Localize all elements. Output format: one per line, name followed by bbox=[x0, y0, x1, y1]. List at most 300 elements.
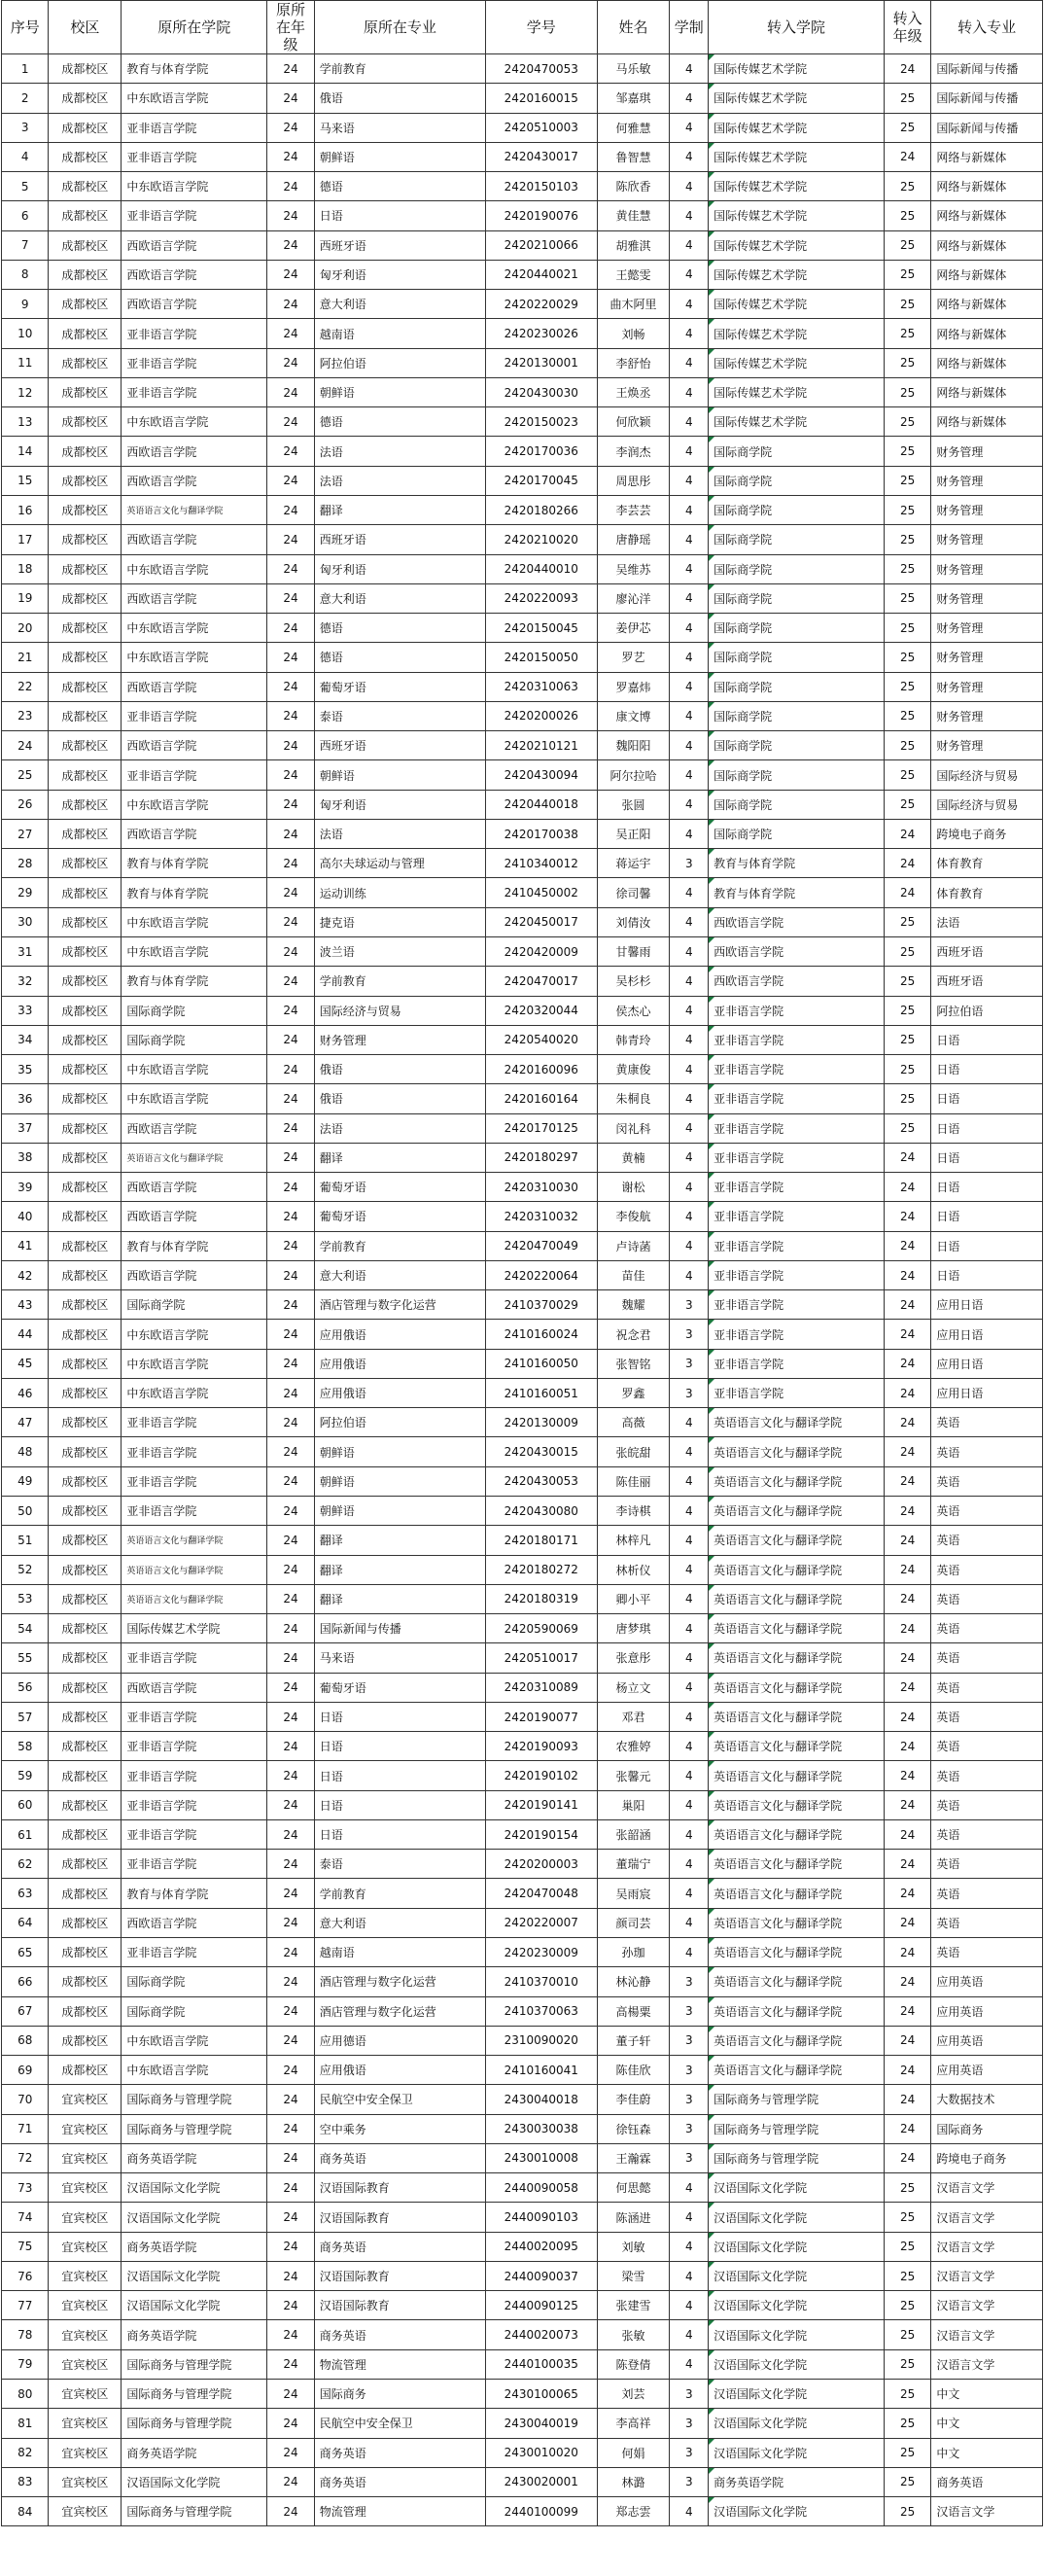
cell-orig-grade: 24 bbox=[267, 614, 314, 643]
cell-orig-grade: 24 bbox=[267, 1378, 314, 1407]
table-row bbox=[2, 1231, 1043, 1260]
cell-new-grade: 25 bbox=[884, 1055, 930, 1084]
cell-duration: 4 bbox=[670, 2320, 709, 2349]
cell-campus: 成都校区 bbox=[49, 760, 122, 790]
cell-index: 30 bbox=[2, 907, 49, 936]
table-row bbox=[2, 2438, 1043, 2467]
table-row bbox=[2, 1938, 1043, 1967]
cell-campus: 成都校区 bbox=[49, 1143, 122, 1172]
table-row bbox=[2, 2056, 1043, 2085]
cell-new-college: 亚非语言学院 bbox=[709, 1173, 885, 1202]
cell-orig-major: 西班牙语 bbox=[314, 525, 485, 554]
cell-new-college: 西欧语言学院 bbox=[709, 967, 885, 996]
cell-new-college: 英语语言文化与翻译学院 bbox=[709, 1497, 885, 1526]
cell-index: 73 bbox=[2, 2173, 49, 2203]
cell-campus: 成都校区 bbox=[49, 790, 122, 819]
table-row bbox=[2, 201, 1043, 230]
table-row bbox=[2, 1790, 1043, 1819]
cell-campus: 成都校区 bbox=[49, 996, 122, 1025]
cell-new-major: 财务管理 bbox=[931, 672, 1043, 701]
cell-index: 36 bbox=[2, 1084, 49, 1113]
cell-new-major: 中文 bbox=[931, 2379, 1043, 2408]
cell-orig-grade: 24 bbox=[267, 290, 314, 319]
cell-student-id: 2420200003 bbox=[485, 1850, 597, 1879]
cell-orig-grade: 24 bbox=[267, 672, 314, 701]
cell-new-grade: 24 bbox=[884, 2085, 930, 2114]
table-row bbox=[2, 348, 1043, 377]
cell-new-college: 国际商务与管理学院 bbox=[709, 2114, 885, 2143]
cell-campus: 成都校区 bbox=[49, 407, 122, 437]
cell-new-major: 国际商务 bbox=[931, 2114, 1043, 2143]
cell-new-grade: 24 bbox=[884, 1466, 930, 1496]
cell-campus: 成都校区 bbox=[49, 2026, 122, 2055]
cell-name: 康文博 bbox=[597, 701, 670, 730]
table-row bbox=[2, 614, 1043, 643]
cell-duration: 4 bbox=[670, 1526, 709, 1555]
cell-orig-grade: 24 bbox=[267, 967, 314, 996]
cell-new-grade: 25 bbox=[884, 2379, 930, 2408]
cell-index: 31 bbox=[2, 936, 49, 966]
cell-new-major: 应用英语 bbox=[931, 2056, 1043, 2085]
cell-new-grade: 25 bbox=[884, 201, 930, 230]
cell-orig-grade: 24 bbox=[267, 2026, 314, 2055]
cell-orig-grade: 24 bbox=[267, 495, 314, 524]
transfer-student-table bbox=[1, 0, 1043, 2526]
table-row bbox=[2, 1437, 1043, 1466]
cell-new-grade: 25 bbox=[884, 319, 930, 348]
cell-name: 王焕丞 bbox=[597, 377, 670, 406]
cell-duration: 4 bbox=[670, 2232, 709, 2261]
cell-student-id: 2420440021 bbox=[485, 260, 597, 289]
cell-campus: 宜宾校区 bbox=[49, 2173, 122, 2203]
cell-orig-grade: 24 bbox=[267, 1614, 314, 1643]
cell-name: 吴维苏 bbox=[597, 554, 670, 583]
cell-new-college: 国际传媒艺术学院 bbox=[709, 201, 885, 230]
cell-orig-college: 国际商学院 bbox=[122, 1996, 267, 2026]
cell-orig-major: 民航空中安全保卫 bbox=[314, 2409, 485, 2438]
cell-student-id: 2420170045 bbox=[485, 466, 597, 495]
cell-campus: 成都校区 bbox=[49, 54, 122, 84]
cell-index: 58 bbox=[2, 1732, 49, 1761]
cell-index: 14 bbox=[2, 437, 49, 466]
cell-duration: 4 bbox=[670, 1408, 709, 1437]
cell-orig-major: 物流管理 bbox=[314, 2497, 485, 2526]
cell-orig-college: 国际商学院 bbox=[122, 1290, 267, 1320]
cell-new-major: 网络与新媒体 bbox=[931, 172, 1043, 201]
cell-orig-major: 法语 bbox=[314, 437, 485, 466]
table-row bbox=[2, 1025, 1043, 1054]
cell-student-id: 2420310030 bbox=[485, 1173, 597, 1202]
cell-campus: 成都校区 bbox=[49, 583, 122, 613]
cell-new-grade: 24 bbox=[884, 1643, 930, 1673]
table-row bbox=[2, 2320, 1043, 2349]
cell-orig-grade: 24 bbox=[267, 2467, 314, 2496]
cell-orig-college: 英语语言文化与翻译学院 bbox=[122, 1143, 267, 1172]
cell-orig-major: 西班牙语 bbox=[314, 731, 485, 760]
cell-campus: 宜宾校区 bbox=[49, 2409, 122, 2438]
cell-new-college: 汉语国际文化学院 bbox=[709, 2438, 885, 2467]
cell-new-major: 体育教育 bbox=[931, 878, 1043, 907]
cell-orig-college: 国际商务与管理学院 bbox=[122, 2114, 267, 2143]
col-header-index: 序号 bbox=[2, 1, 49, 54]
cell-orig-major: 应用俄语 bbox=[314, 1349, 485, 1378]
table-row bbox=[2, 2085, 1043, 2114]
cell-duration: 4 bbox=[670, 1908, 709, 1937]
cell-duration: 4 bbox=[670, 54, 709, 84]
cell-new-college: 亚非语言学院 bbox=[709, 1260, 885, 1289]
cell-index: 48 bbox=[2, 1437, 49, 1466]
cell-orig-grade: 24 bbox=[267, 172, 314, 201]
cell-campus: 成都校区 bbox=[49, 1790, 122, 1819]
cell-duration: 4 bbox=[670, 2261, 709, 2290]
cell-new-major: 日语 bbox=[931, 1231, 1043, 1260]
cell-duration: 4 bbox=[670, 1819, 709, 1849]
cell-orig-grade: 24 bbox=[267, 1202, 314, 1231]
cell-orig-major: 日语 bbox=[314, 1732, 485, 1761]
cell-orig-college: 教育与体育学院 bbox=[122, 54, 267, 84]
cell-orig-major: 德语 bbox=[314, 407, 485, 437]
cell-student-id: 2440090058 bbox=[485, 2173, 597, 2203]
cell-orig-major: 意大利语 bbox=[314, 1260, 485, 1289]
cell-index: 59 bbox=[2, 1761, 49, 1790]
cell-new-college: 国际商学院 bbox=[709, 731, 885, 760]
cell-campus: 成都校区 bbox=[49, 1702, 122, 1731]
cell-new-grade: 24 bbox=[884, 1584, 930, 1613]
cell-orig-college: 亚非语言学院 bbox=[122, 348, 267, 377]
cell-duration: 4 bbox=[670, 1555, 709, 1584]
cell-index: 49 bbox=[2, 1466, 49, 1496]
cell-orig-college: 西欧语言学院 bbox=[122, 1202, 267, 1231]
cell-duration: 4 bbox=[670, 701, 709, 730]
cell-new-major: 日语 bbox=[931, 1055, 1043, 1084]
cell-student-id: 2420310032 bbox=[485, 1202, 597, 1231]
cell-index: 63 bbox=[2, 1879, 49, 1908]
cell-campus: 成都校区 bbox=[49, 84, 122, 113]
cell-index: 10 bbox=[2, 319, 49, 348]
cell-orig-major: 应用俄语 bbox=[314, 1378, 485, 1407]
cell-index: 64 bbox=[2, 1908, 49, 1937]
cell-student-id: 2440090037 bbox=[485, 2261, 597, 2290]
cell-new-grade: 24 bbox=[884, 1908, 930, 1937]
cell-orig-major: 学前教育 bbox=[314, 1879, 485, 1908]
cell-new-college: 国际传媒艺术学院 bbox=[709, 260, 885, 289]
table-row bbox=[2, 1850, 1043, 1879]
cell-student-id: 2420180272 bbox=[485, 1555, 597, 1584]
cell-name: 胡雅淇 bbox=[597, 230, 670, 260]
cell-name: 祝念君 bbox=[597, 1320, 670, 1349]
cell-new-major: 国际经济与贸易 bbox=[931, 760, 1043, 790]
cell-campus: 成都校区 bbox=[49, 1084, 122, 1113]
cell-orig-grade: 24 bbox=[267, 2143, 314, 2172]
cell-student-id: 2430010020 bbox=[485, 2438, 597, 2467]
cell-name: 张圆 bbox=[597, 790, 670, 819]
cell-new-college: 西欧语言学院 bbox=[709, 907, 885, 936]
cell-new-college: 亚非语言学院 bbox=[709, 1320, 885, 1349]
cell-campus: 成都校区 bbox=[49, 1055, 122, 1084]
table-row bbox=[2, 2203, 1043, 2232]
cell-student-id: 2420430030 bbox=[485, 377, 597, 406]
cell-index: 41 bbox=[2, 1231, 49, 1260]
cell-student-id: 2410340012 bbox=[485, 849, 597, 878]
cell-index: 23 bbox=[2, 701, 49, 730]
cell-student-id: 2410450002 bbox=[485, 878, 597, 907]
cell-student-id: 2410370063 bbox=[485, 1996, 597, 2026]
cell-duration: 3 bbox=[670, 2114, 709, 2143]
cell-orig-college: 中东欧语言学院 bbox=[122, 643, 267, 672]
cell-orig-major: 物流管理 bbox=[314, 2349, 485, 2379]
cell-campus: 宜宾校区 bbox=[49, 2203, 122, 2232]
cell-new-grade: 25 bbox=[884, 2261, 930, 2290]
cell-orig-grade: 24 bbox=[267, 936, 314, 966]
cell-orig-college: 中东欧语言学院 bbox=[122, 1055, 267, 1084]
table-row bbox=[2, 290, 1043, 319]
cell-orig-grade: 24 bbox=[267, 2261, 314, 2290]
cell-orig-college: 亚非语言学院 bbox=[122, 1643, 267, 1673]
cell-new-college: 国际传媒艺术学院 bbox=[709, 377, 885, 406]
table-row bbox=[2, 2291, 1043, 2320]
cell-orig-major: 汉语国际教育 bbox=[314, 2203, 485, 2232]
cell-index: 66 bbox=[2, 1967, 49, 1996]
cell-student-id: 2430010008 bbox=[485, 2143, 597, 2172]
cell-student-id: 2420150050 bbox=[485, 643, 597, 672]
cell-new-major: 应用日语 bbox=[931, 1378, 1043, 1407]
cell-orig-major: 德语 bbox=[314, 172, 485, 201]
cell-name: 邹嘉琪 bbox=[597, 84, 670, 113]
cell-new-grade: 24 bbox=[884, 54, 930, 84]
cell-campus: 成都校区 bbox=[49, 819, 122, 848]
cell-name: 鲁智慧 bbox=[597, 142, 670, 171]
cell-duration: 4 bbox=[670, 290, 709, 319]
cell-new-grade: 24 bbox=[884, 1673, 930, 1702]
table-row bbox=[2, 1173, 1043, 1202]
cell-index: 26 bbox=[2, 790, 49, 819]
cell-orig-college: 汉语国际文化学院 bbox=[122, 2203, 267, 2232]
cell-new-college: 国际商学院 bbox=[709, 554, 885, 583]
cell-orig-major: 意大利语 bbox=[314, 1908, 485, 1937]
cell-new-college: 汉语国际文化学院 bbox=[709, 2497, 885, 2526]
cell-new-major: 应用日语 bbox=[931, 1320, 1043, 1349]
cell-student-id: 2420190093 bbox=[485, 1732, 597, 1761]
cell-campus: 成都校区 bbox=[49, 1643, 122, 1673]
cell-name: 颜司芸 bbox=[597, 1908, 670, 1937]
cell-index: 21 bbox=[2, 643, 49, 672]
cell-duration: 4 bbox=[670, 407, 709, 437]
cell-orig-college: 亚非语言学院 bbox=[122, 1938, 267, 1967]
cell-orig-grade: 24 bbox=[267, 1526, 314, 1555]
cell-orig-grade: 24 bbox=[267, 790, 314, 819]
cell-duration: 3 bbox=[670, 1996, 709, 2026]
cell-orig-grade: 24 bbox=[267, 2379, 314, 2408]
cell-new-major: 汉语言文学 bbox=[931, 2349, 1043, 2379]
cell-orig-college: 亚非语言学院 bbox=[122, 1437, 267, 1466]
table-row bbox=[2, 2026, 1043, 2055]
cell-name: 何娟 bbox=[597, 2438, 670, 2467]
table-row bbox=[2, 54, 1043, 84]
cell-orig-college: 商务英语学院 bbox=[122, 2143, 267, 2172]
cell-index: 16 bbox=[2, 495, 49, 524]
cell-student-id: 2420590069 bbox=[485, 1614, 597, 1643]
table-row bbox=[2, 1378, 1043, 1407]
cell-new-college: 国际商学院 bbox=[709, 583, 885, 613]
cell-orig-college: 汉语国际文化学院 bbox=[122, 2467, 267, 2496]
cell-index: 80 bbox=[2, 2379, 49, 2408]
cell-new-major: 日语 bbox=[931, 1113, 1043, 1143]
cell-duration: 4 bbox=[670, 1879, 709, 1908]
cell-new-major: 英语 bbox=[931, 1819, 1043, 1849]
cell-index: 71 bbox=[2, 2114, 49, 2143]
cell-name: 陈涵进 bbox=[597, 2203, 670, 2232]
cell-student-id: 2420470053 bbox=[485, 54, 597, 84]
cell-index: 65 bbox=[2, 1938, 49, 1967]
col-header-orig-college: 原所在学院 bbox=[122, 1, 267, 54]
cell-duration: 4 bbox=[670, 1584, 709, 1613]
cell-orig-major: 翻译 bbox=[314, 1143, 485, 1172]
cell-name: 何雅慧 bbox=[597, 113, 670, 142]
cell-new-major: 财务管理 bbox=[931, 554, 1043, 583]
cell-duration: 4 bbox=[670, 2349, 709, 2379]
cell-orig-college: 国际商学院 bbox=[122, 1025, 267, 1054]
cell-new-grade: 25 bbox=[884, 495, 930, 524]
cell-orig-college: 亚非语言学院 bbox=[122, 1497, 267, 1526]
cell-new-grade: 24 bbox=[884, 1320, 930, 1349]
cell-orig-grade: 24 bbox=[267, 731, 314, 760]
cell-orig-college: 亚非语言学院 bbox=[122, 1850, 267, 1879]
cell-duration: 4 bbox=[670, 614, 709, 643]
cell-new-grade: 25 bbox=[884, 2438, 930, 2467]
cell-orig-major: 朝鲜语 bbox=[314, 1437, 485, 1466]
col-header-new-college: 转入学院 bbox=[709, 1, 885, 54]
cell-index: 28 bbox=[2, 849, 49, 878]
cell-orig-grade: 24 bbox=[267, 760, 314, 790]
cell-campus: 成都校区 bbox=[49, 878, 122, 907]
cell-campus: 成都校区 bbox=[49, 1938, 122, 1967]
cell-orig-major: 朝鲜语 bbox=[314, 142, 485, 171]
cell-new-college: 国际传媒艺术学院 bbox=[709, 230, 885, 260]
cell-campus: 成都校区 bbox=[49, 437, 122, 466]
cell-orig-major: 德语 bbox=[314, 643, 485, 672]
cell-name: 罗鑫 bbox=[597, 1378, 670, 1407]
cell-orig-college: 教育与体育学院 bbox=[122, 967, 267, 996]
cell-new-college: 汉语国际文化学院 bbox=[709, 2232, 885, 2261]
cell-student-id: 2420220093 bbox=[485, 583, 597, 613]
cell-orig-college: 国际商务与管理学院 bbox=[122, 2379, 267, 2408]
cell-orig-college: 西欧语言学院 bbox=[122, 525, 267, 554]
cell-orig-grade: 24 bbox=[267, 1497, 314, 1526]
cell-duration: 3 bbox=[670, 2467, 709, 2496]
cell-new-grade: 24 bbox=[884, 1173, 930, 1202]
cell-index: 55 bbox=[2, 1643, 49, 1673]
cell-new-college: 英语语言文化与翻译学院 bbox=[709, 1996, 885, 2026]
cell-name: 刘敏 bbox=[597, 2232, 670, 2261]
table-row bbox=[2, 1819, 1043, 1849]
cell-index: 68 bbox=[2, 2026, 49, 2055]
cell-campus: 宜宾校区 bbox=[49, 2438, 122, 2467]
cell-campus: 成都校区 bbox=[49, 1202, 122, 1231]
cell-student-id: 2420160015 bbox=[485, 84, 597, 113]
cell-name: 张皖甜 bbox=[597, 1437, 670, 1466]
cell-orig-major: 学前教育 bbox=[314, 1231, 485, 1260]
cell-new-major: 网络与新媒体 bbox=[931, 377, 1043, 406]
cell-orig-grade: 24 bbox=[267, 1290, 314, 1320]
cell-student-id: 2440020073 bbox=[485, 2320, 597, 2349]
cell-campus: 宜宾校区 bbox=[49, 2232, 122, 2261]
cell-student-id: 2420430080 bbox=[485, 1497, 597, 1526]
cell-duration: 4 bbox=[670, 2203, 709, 2232]
cell-orig-grade: 24 bbox=[267, 2438, 314, 2467]
cell-campus: 成都校区 bbox=[49, 614, 122, 643]
cell-duration: 4 bbox=[670, 2291, 709, 2320]
cell-new-college: 教育与体育学院 bbox=[709, 849, 885, 878]
cell-orig-major: 意大利语 bbox=[314, 290, 485, 319]
cell-new-grade: 24 bbox=[884, 1260, 930, 1289]
cell-new-college: 英语语言文化与翻译学院 bbox=[709, 1732, 885, 1761]
cell-name: 吴雨宸 bbox=[597, 1879, 670, 1908]
table-row bbox=[2, 1113, 1043, 1143]
cell-orig-college: 教育与体育学院 bbox=[122, 849, 267, 878]
cell-duration: 4 bbox=[670, 1084, 709, 1113]
cell-campus: 成都校区 bbox=[49, 643, 122, 672]
table-row bbox=[2, 2379, 1043, 2408]
cell-new-college: 国际商学院 bbox=[709, 466, 885, 495]
cell-student-id: 2420190076 bbox=[485, 201, 597, 230]
cell-new-major: 英语 bbox=[931, 1437, 1043, 1466]
cell-new-college: 亚非语言学院 bbox=[709, 1202, 885, 1231]
cell-new-grade: 24 bbox=[884, 1143, 930, 1172]
cell-orig-college: 西欧语言学院 bbox=[122, 437, 267, 466]
cell-new-major: 汉语言文学 bbox=[931, 2497, 1043, 2526]
cell-orig-major: 日语 bbox=[314, 1819, 485, 1849]
cell-index: 78 bbox=[2, 2320, 49, 2349]
cell-new-grade: 25 bbox=[884, 672, 930, 701]
cell-campus: 成都校区 bbox=[49, 172, 122, 201]
cell-duration: 3 bbox=[670, 2056, 709, 2085]
cell-new-college: 英语语言文化与翻译学院 bbox=[709, 1702, 885, 1731]
cell-campus: 成都校区 bbox=[49, 2056, 122, 2085]
cell-duration: 4 bbox=[670, 1025, 709, 1054]
cell-name: 李佳蔚 bbox=[597, 2085, 670, 2114]
cell-student-id: 2440090125 bbox=[485, 2291, 597, 2320]
table-row bbox=[2, 1673, 1043, 1702]
cell-duration: 4 bbox=[670, 201, 709, 230]
cell-new-grade: 25 bbox=[884, 466, 930, 495]
cell-index: 76 bbox=[2, 2261, 49, 2290]
cell-new-grade: 25 bbox=[884, 614, 930, 643]
cell-student-id: 2420220029 bbox=[485, 290, 597, 319]
cell-new-grade: 24 bbox=[884, 1437, 930, 1466]
cell-student-id: 2420430094 bbox=[485, 760, 597, 790]
col-header-new-grade: 转入年级 bbox=[884, 1, 930, 54]
cell-new-college: 亚非语言学院 bbox=[709, 1290, 885, 1320]
cell-student-id: 2410160051 bbox=[485, 1378, 597, 1407]
cell-student-id: 2420200026 bbox=[485, 701, 597, 730]
cell-orig-grade: 24 bbox=[267, 348, 314, 377]
cell-new-grade: 25 bbox=[884, 701, 930, 730]
cell-orig-major: 酒店管理与数字化运营 bbox=[314, 1996, 485, 2026]
cell-name: 吴杉杉 bbox=[597, 967, 670, 996]
cell-new-grade: 25 bbox=[884, 113, 930, 142]
cell-name: 李俊航 bbox=[597, 1202, 670, 1231]
cell-new-major: 阿拉伯语 bbox=[931, 996, 1043, 1025]
cell-new-major: 法语 bbox=[931, 907, 1043, 936]
cell-orig-college: 亚非语言学院 bbox=[122, 1466, 267, 1496]
cell-new-grade: 25 bbox=[884, 377, 930, 406]
cell-new-grade: 25 bbox=[884, 967, 930, 996]
cell-new-college: 亚非语言学院 bbox=[709, 996, 885, 1025]
cell-name: 黄楠 bbox=[597, 1143, 670, 1172]
cell-duration: 4 bbox=[670, 1732, 709, 1761]
cell-orig-college: 西欧语言学院 bbox=[122, 1673, 267, 1702]
cell-new-major: 英语 bbox=[931, 1702, 1043, 1731]
